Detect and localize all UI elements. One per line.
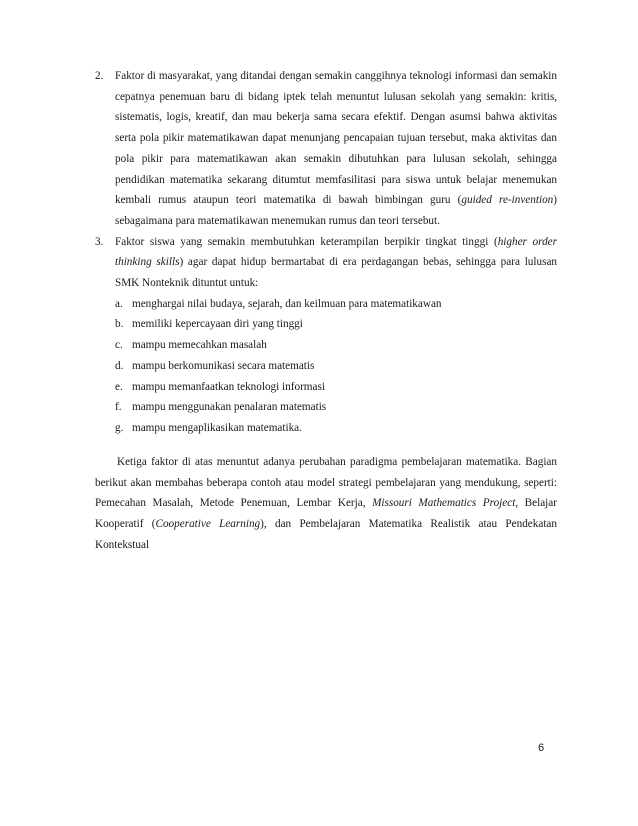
- sublist-text: menghargai nilai budaya, sejarah, dan keilmuan para matematikawan: [132, 297, 442, 310]
- list-number: 3.: [95, 235, 104, 248]
- sublist-text: mampu memanfaatkan teknologi informasi: [132, 380, 325, 393]
- sublist-text: mampu menggunakan penalaran matematis: [132, 401, 327, 414]
- lettered-sublist: [115, 294, 557, 439]
- item-text: Faktor di masyarakat, yang ditandai dengan semakin canggihnya teknologi informasi dan semakin cepatnya penemuan baru di bidang iptek telah menuntut lulusan sekolah yang semakin: kritis, sistematis, logis, kreatif, dan mau bekerja sama secara efektif. Dengan asumsi bahwa aktivitas serta pola pikir matematikawan dapat menunjang pencapaian tujuan tersebut, maka aktivitas dan pola pikir para matematikawan akan semakin dibutuhkan para lulusan sekolah, sehingga pendidikan matematika sekarang ditumtut memfasilitasi para siswa untuk belajar menemukan kembali rumus ataupun teori matematika di bawah bimbingan guru (: [115, 70, 557, 207]
- paragraph-text: ), dan Pembelajaran Matematika Realistik atau Pendekatan Kontekstual: [95, 518, 557, 551]
- item-text-after: ) agar dapat hidup bermartabat di era perdagangan bebas, sehingga para lulusan SMK Nonteknik dituntut untuk:: [115, 256, 558, 290]
- sublist-text: mampu memecahkan masalah: [132, 339, 267, 352]
- sublist-letter: b.: [115, 318, 124, 331]
- sublist-item: [115, 397, 557, 418]
- item-italic-term: guided re-invention: [461, 194, 554, 207]
- numbered-list: [95, 66, 557, 439]
- sublist-letter: g.: [115, 421, 124, 434]
- list-item-2: [95, 66, 557, 232]
- sublist-item: [115, 335, 557, 356]
- paragraph-text: Ketiga faktor di atas menuntut adanya perubahan paradigma pembelajaran matematika. Bagian berikut akan membahas beberapa contoh atau model strategi pembelajaran yang mendukung, seperti: Pemecahan Masalah, Metode Penemuan, Lembar Kerja,: [95, 456, 557, 510]
- list-number: 2.: [95, 70, 104, 82]
- page-number: 6: [538, 742, 545, 754]
- paragraph-italic-term: Cooperative Learning: [155, 518, 261, 531]
- sublist-text: memiliki kepercayaan diri yang tinggi: [132, 318, 303, 331]
- sublist-letter: f.: [115, 401, 122, 414]
- sublist-item: [115, 356, 557, 377]
- item-italic-term: higher order thinking skills: [115, 235, 557, 269]
- sublist-letter: c.: [115, 339, 123, 352]
- sublist-text: mampu berkomunikasi secara matematis: [132, 359, 315, 372]
- sublist-letter: e.: [115, 380, 123, 393]
- paragraph-italic-term: Missouri Mathematics Project: [372, 497, 516, 510]
- sublist-item: [115, 377, 557, 398]
- sublist-letter: d.: [115, 359, 124, 372]
- list-item-3: [95, 232, 557, 439]
- sublist-letter: a.: [115, 297, 123, 310]
- sublist-item: [115, 314, 557, 335]
- item-text: Faktor siswa yang semakin membutuhkan keterampilan berpikir tingkat tinggi (: [115, 235, 498, 248]
- sublist-text: mampu mengaplikasikan matematika.: [132, 421, 302, 434]
- item-text-after: ) sebagaimana para matematikawan menemukan rumus dan teori tersebut.: [115, 194, 557, 227]
- body-paragraph: [95, 452, 557, 556]
- sublist-item: [115, 294, 557, 315]
- paragraph-text: , Belajar Kooperatif (: [95, 497, 557, 531]
- sublist-item: [115, 418, 557, 439]
